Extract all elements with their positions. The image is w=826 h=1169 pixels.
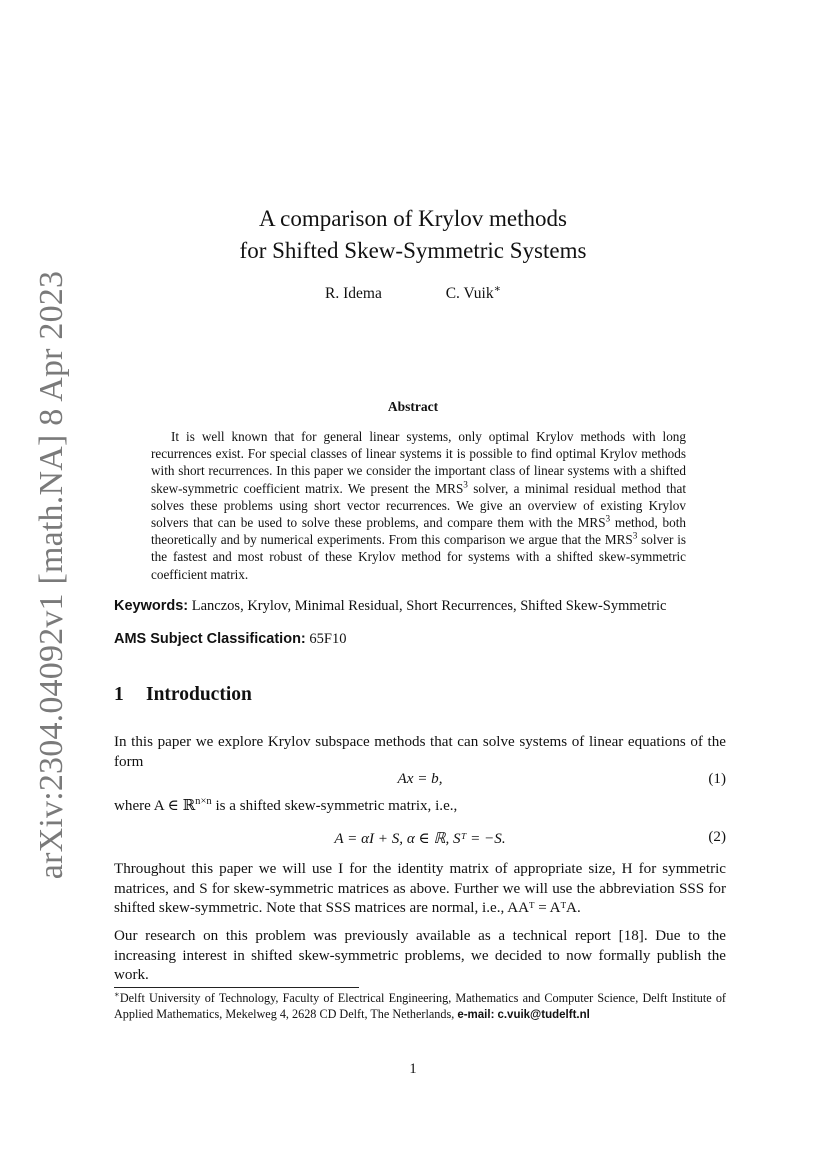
footnote-email-label: e-mail:	[457, 1008, 495, 1021]
abstract-sup-2: 3	[605, 513, 611, 524]
intro-paragraph-3: Throughout this paper we will use I for the identity matrix of appropriate size, H for symmetric matrices, and S for skew-symmetric matrices as above. Further we will use the abbreviation SSS for shifted skew-symmetric. Note that SSS matrices are normal, i.e., AAᵀ = AᵀA.	[114, 861, 726, 916]
abstract-part-1: It is well known that for general linear systems, only optimal Krylov methods with long recurrences exist. For special classes of linear systems it is possible to find optimal Krylov methods with short recurrences. In this paper we consider the important class of linear systems with a shifted skew-symmetric coefficient matrix. We present the MRS	[151, 429, 686, 496]
keywords-line	[114, 598, 744, 615]
section-heading	[114, 684, 252, 706]
page-number: 1	[409, 1061, 417, 1077]
footnote-rule	[114, 987, 359, 988]
equation-2-number: (2)	[708, 829, 726, 845]
abstract-part-4: solver is the fastest and most robust of these Krylov method for systems with a shifted skew-symmetric coefficient matrix.	[151, 532, 686, 582]
ams-value: 65F10	[305, 631, 347, 647]
footnote-email[interactable]: c.vuik@tudelft.nl	[497, 1008, 590, 1021]
intro-paragraph-2	[114, 797, 726, 817]
intro-paragraph-4: Our research on this problem was previously available as a technical report [18]. Due to the increasing interest in shifted skew-symmetric problems, we decided to now formally publish the work.	[114, 928, 726, 983]
arxiv-stamp: arXiv:2304.04092v1 [math.NA] 8 Apr 2023	[33, 270, 70, 880]
author-list	[0, 282, 826, 303]
equation-1-body: Ax = b,	[397, 771, 443, 787]
section-number: 1	[114, 684, 124, 705]
author-footnote-mark: ∗	[493, 282, 501, 295]
abstract-part-2: solver, a minimal residual method that solves these problems using short vector recurrences. We give an overview of existing Krylov solvers that can be used to solve these problems, and compare them with the MRS	[151, 480, 686, 531]
author-idema: R. Idema	[325, 285, 382, 302]
section-title: Introduction	[146, 684, 252, 705]
abstract-part-3: method, both theoretically and by numerical experiments. From this comparison we argue that the MRS	[151, 515, 686, 548]
paper-title	[0, 203, 826, 267]
footnote-mark: ∗	[114, 988, 120, 999]
keywords-value: Lanczos, Krylov, Minimal Residual, Short Recurrences, Shifted Skew-Symmetric	[188, 598, 667, 614]
author-vuik-name: C. Vuik	[445, 285, 494, 302]
footnote	[114, 988, 726, 1023]
equation-1-number: (1)	[708, 771, 726, 787]
equation-2-body: A = αI + S, α ∈ ℝ, Sᵀ = −S.	[334, 831, 506, 847]
ams-label: AMS Subject Classification:	[114, 631, 306, 647]
abstract-body	[151, 428, 686, 583]
title-line-2: for Shifted Skew-Symmetric Systems	[239, 238, 587, 263]
intro-paragraph-1: In this paper we explore Krylov subspace methods that can solve systems of linear equations of the form	[114, 734, 726, 770]
abstract-heading: Abstract	[387, 399, 439, 414]
intro-p2-b: is a shifted skew-symmetric matrix, i.e.,	[211, 798, 458, 814]
author-vuik	[445, 282, 501, 303]
title-line-1: A comparison of Krylov methods	[259, 206, 567, 231]
ams-classification	[114, 631, 726, 648]
footnote-text: Delft University of Technology, Faculty of Electrical Engineering, Mathematics and Computer Science, Delft Institute of Applied Mathematics, Mekelweg 4, 2628 CD Delft, The Netherlands,	[114, 991, 726, 1021]
intro-p2-sup: n×n	[195, 795, 212, 807]
abstract-sup-1: 3	[463, 479, 468, 490]
intro-p2-a: where A ∈ ℝ	[114, 798, 196, 814]
keywords-label: Keywords:	[114, 598, 189, 614]
abstract-sup-3: 3	[632, 530, 638, 541]
